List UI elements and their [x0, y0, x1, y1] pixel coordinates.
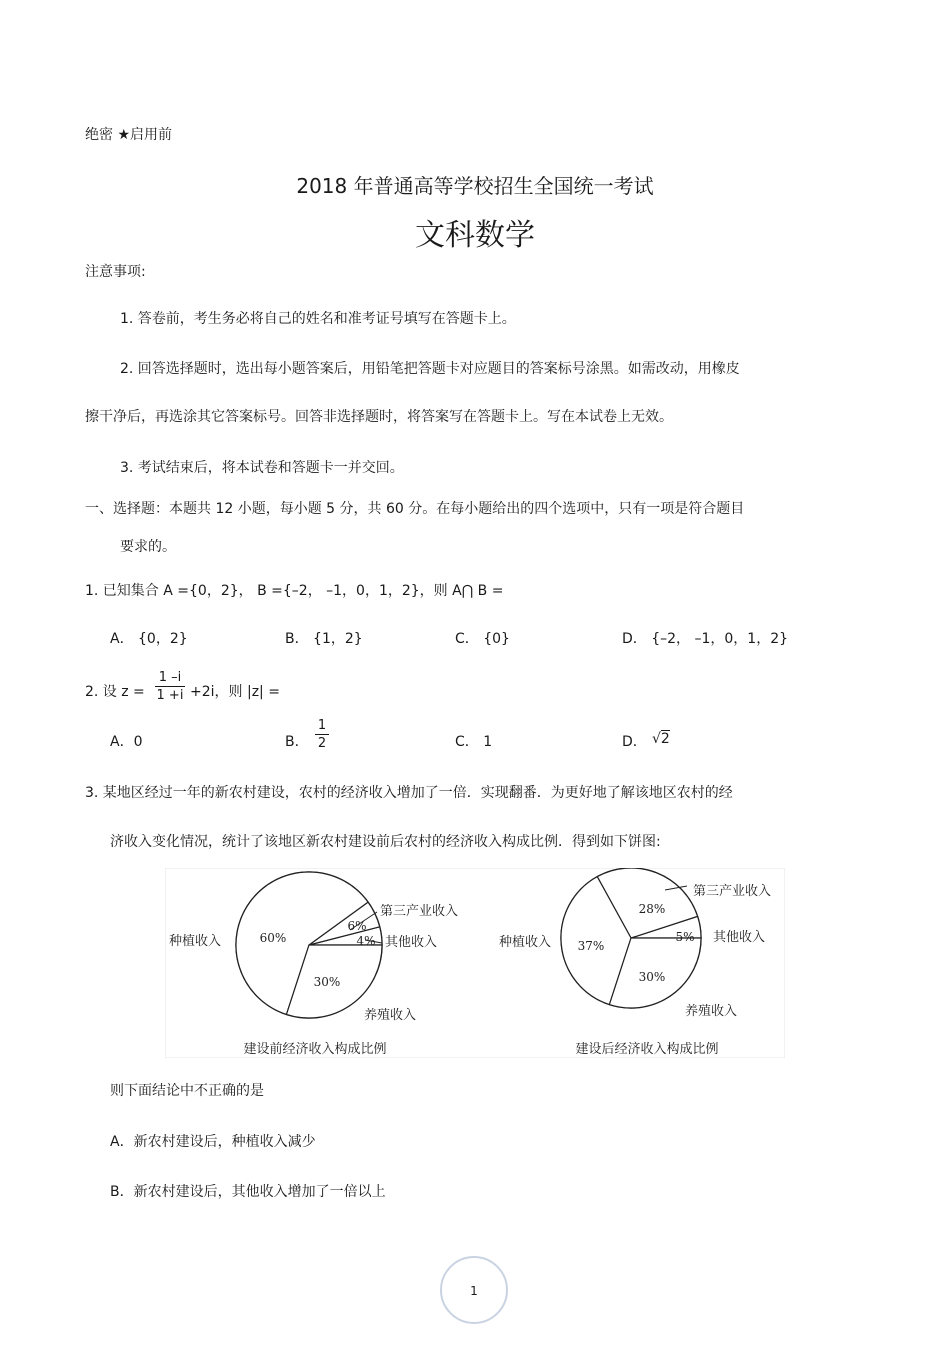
q2-prefix: 2. 设 z =	[85, 684, 145, 700]
q1-stem: 1. 已知集合 A ={0，2}， B ={–2， –1，0，1，2}，则 A⋂ B =	[85, 583, 504, 599]
q2-option-c: C． 1	[455, 734, 493, 750]
q2-option-d-radicand: 2	[660, 731, 670, 747]
pie-value-label: 4%	[356, 934, 376, 948]
pie-value-label: 30%	[313, 975, 341, 989]
q2-option-d-value	[652, 731, 670, 747]
pie-category-label: 养殖收入	[363, 1008, 417, 1023]
pie-category-label: 种植收入	[498, 935, 552, 950]
q2-option-a: A．0	[110, 734, 143, 750]
q3-followup: 则下面结论中不正确的是	[110, 1083, 264, 1099]
pie-category-label: 其他收入	[713, 930, 766, 945]
sqrt-icon: √	[652, 731, 661, 747]
notice-item-2a: 2. 回答选择题时，选出每小题答案后，用铅笔把答题卡对应题目的答案标号涂黑。如需改动，用橡皮	[120, 361, 740, 377]
section-heading-cont: 要求的。	[120, 539, 176, 555]
q1-option-b: B． {1，2}	[285, 631, 363, 647]
pie-value-label: 28%	[638, 902, 666, 916]
q2-option-d-label: D．	[622, 734, 647, 750]
q2-numerator: 1 –i	[158, 670, 182, 685]
pie-value-label: 5%	[675, 930, 695, 944]
section-heading: 一、选择题：本题共 12 小题，每小题 5 分，共 60 分。在每小题给出的四个选项中，只有一项是符合题目	[85, 501, 745, 517]
exam-title: 2018 年普通高等学校招生全国统一考试	[296, 174, 654, 198]
q2-fraction	[155, 670, 185, 703]
q1-option-d: D． {–2， –1，0，1，2}	[622, 631, 789, 647]
pie-category-label: 第三产业收入	[380, 904, 459, 919]
pie-category-label: 养殖收入	[684, 1004, 738, 1019]
secret-label: 绝密 ★启用前	[85, 127, 173, 143]
q1-option-a: A． {0，2}	[110, 631, 188, 647]
subject-title: 文科数学	[415, 218, 535, 253]
q2-denominator: 1 +i	[156, 688, 184, 703]
q2-option-b-den: 2	[317, 736, 327, 751]
q3-stem-line1: 3. 某地区经过一年的新农村建设，农村的经济收入增加了一倍．实现翻番．为更好地了解该地区农村的经	[85, 785, 733, 801]
notice-item-1: 1. 答卷前，考生务必将自己的姓名和准考证号填写在答题卡上。	[120, 311, 516, 327]
page-number: 1	[470, 1284, 478, 1298]
notice-item-2b: 擦干净后，再选涂其它答案标号。回答非选择题时，将答案写在答题卡上。写在本试卷上无效。	[85, 409, 673, 425]
q3-stem-line2: 济收入变化情况，统计了该地区新农村建设前后农村的经济收入构成比例．得到如下饼图:	[110, 834, 661, 850]
pie-chart-title: 建设前经济收入构成比例	[243, 1042, 387, 1057]
q3-option-a: A．新农村建设后，种植收入减少	[110, 1134, 316, 1150]
q1-option-c: C． {0}	[455, 631, 510, 647]
pie-charts-figure	[165, 868, 785, 1058]
pie-category-label: 种植收入	[168, 934, 222, 949]
q3-option-b: B．新农村建设后，其他收入增加了一倍以上	[110, 1184, 386, 1200]
notice-heading: 注意事项:	[85, 264, 146, 280]
q2-option-b-fraction	[315, 718, 329, 751]
pie-value-label: 37%	[577, 939, 605, 953]
pie-value-label: 6%	[347, 919, 367, 933]
pie-category-label: 第三产业收入	[693, 884, 772, 899]
q2-option-b-num: 1	[317, 718, 327, 733]
q2-suffix: +2i，则 |z| =	[190, 684, 280, 700]
pie-category-label: 其他收入	[385, 935, 438, 950]
pie-chart-title: 建设后经济收入构成比例	[575, 1042, 719, 1057]
pie-value-label: 30%	[638, 970, 666, 984]
q2-option-b-label: B．	[285, 734, 309, 750]
pie-value-label: 60%	[259, 931, 287, 945]
page-number-badge	[440, 1256, 508, 1324]
notice-item-3: 3. 考试结束后，将本试卷和答题卡一并交回。	[120, 460, 404, 476]
